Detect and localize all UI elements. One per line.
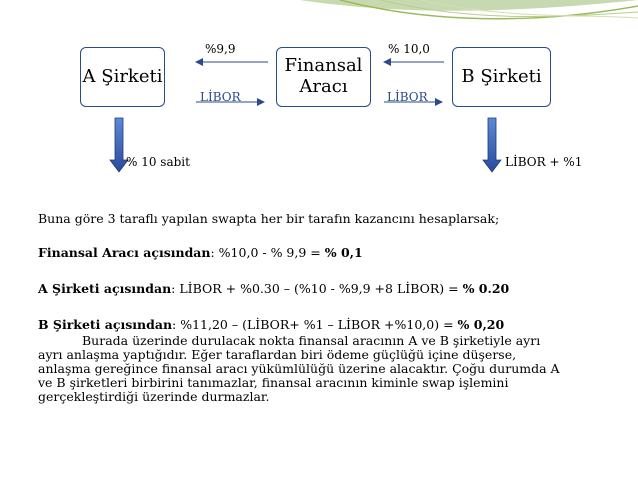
a-label: A Şirketi açısından: [38, 281, 172, 296]
paragraph-line-1: Burada üzerinde durulacak nokta finansal aracının A ve B şirketiyle ayrı: [82, 333, 541, 348]
label-b-rate: % 10,0: [388, 42, 430, 56]
company-b-calc: [38, 318, 603, 332]
label-libor-left: LİBOR: [200, 90, 241, 104]
b-calc: : %11,20 – (LİBOR+ %1 – LİBOR +%10,0) =: [172, 317, 458, 332]
b-result: % 0,20: [457, 317, 505, 332]
fin-result: % 0,1: [324, 245, 363, 260]
a-result: % 0.20: [462, 281, 510, 296]
label-libor-right: LİBOR: [387, 90, 428, 104]
paragraph-line-4: ve B şirketleri birbirini tanımazlar, finansal aracının kiminle swap işlemini: [38, 375, 509, 390]
b-label: B Şirketi açısından: [38, 317, 173, 332]
fin-calc: : %10,0 - % 9,9 =: [210, 245, 325, 260]
financial-intermediary-calc: [38, 246, 603, 260]
company-b-label: B Şirketi: [461, 65, 542, 87]
financial-intermediary-line1: Finansal: [284, 55, 363, 77]
company-a-calc: [38, 282, 603, 296]
a-calc: : LİBOR + %0.30 – (%10 - %9,9 +8 LİBOR) =: [171, 281, 463, 296]
company-a-label: A Şirketi: [82, 65, 163, 87]
intro-text: Buna göre 3 taraflı yapılan swapta her bir tarafın kazancını hesaplarsak;: [38, 211, 500, 226]
fin-label: Finansal Aracı açısından: [38, 245, 211, 260]
label-a-rate: %9,9: [205, 42, 236, 56]
down-arrow-b: [483, 118, 501, 172]
paragraph-line-2: ayrı anlaşma yaptığıdır. Eğer taraflardan biri ödeme güçlüğü içine düşerse,: [38, 347, 517, 362]
paragraph-line-3: anlaşma gereğince finansal aracı yükümlülüğü üzerine alacaktır. Çoğu durumda A: [38, 361, 560, 376]
explanation-paragraph: [38, 334, 603, 404]
financial-intermediary-line2: Aracı: [299, 76, 348, 97]
label-b-libor: LİBOR + %1: [505, 155, 583, 169]
paragraph-line-5: gerçekleştirdiği üzerinde durmazlar.: [38, 389, 270, 404]
flow-arrows: [0, 0, 638, 200]
label-a-fixed: % 10 sabit: [126, 155, 190, 169]
